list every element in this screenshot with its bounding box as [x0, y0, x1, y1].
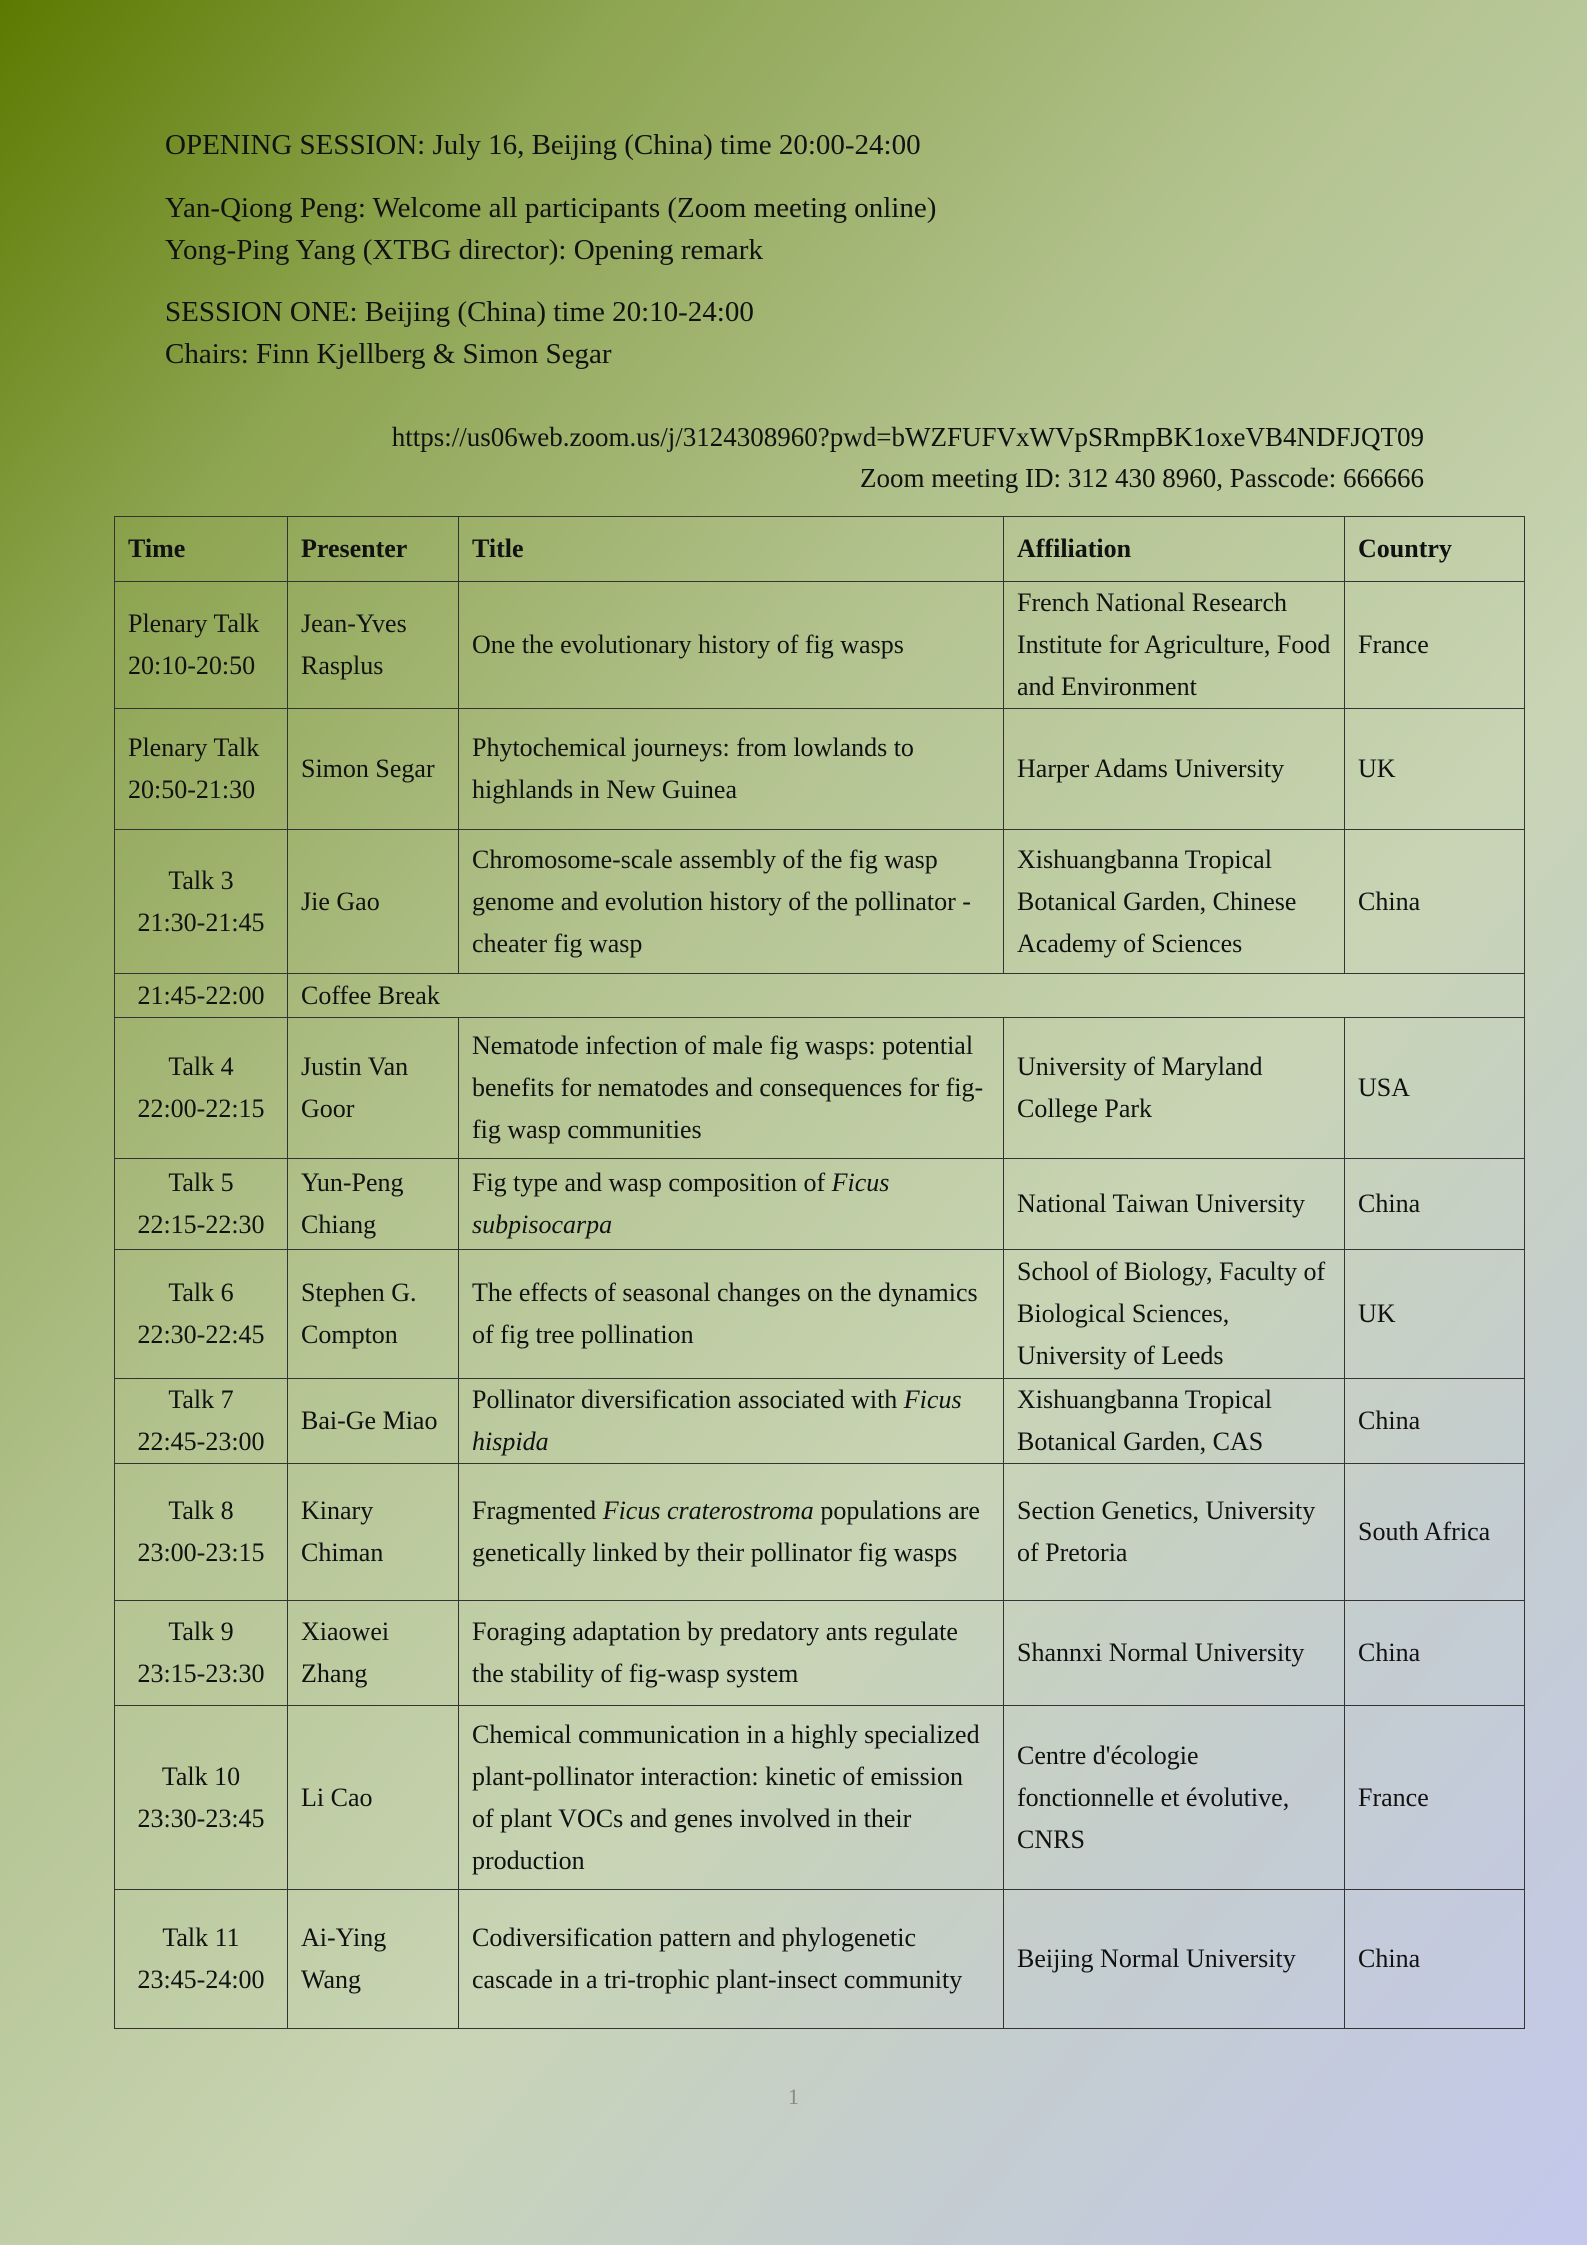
time-cell — [115, 582, 288, 709]
talk-label: Talk 9 — [168, 1617, 234, 1646]
title-cell — [459, 1379, 1004, 1464]
talk-time: 20:10-20:50 — [128, 651, 256, 680]
col-header-country: Country — [1345, 517, 1525, 582]
table-row — [115, 1601, 1525, 1706]
col-header-affiliation: Affiliation — [1004, 517, 1345, 582]
affiliation-cell: Xishuangbanna Tropical Botanical Garden, Chinese Academy of Sciences — [1004, 830, 1345, 974]
time-cell — [115, 1250, 288, 1379]
country-cell: France — [1345, 1706, 1525, 1890]
title-cell: Foraging adaptation by predatory ants regulate the stability of fig-wasp system — [459, 1601, 1004, 1706]
country-cell: China — [1345, 1601, 1525, 1706]
presenter-cell: Yun-Peng Chiang — [288, 1159, 459, 1250]
zoom-link[interactable]: https://us06web.zoom.us/j/3124308960?pwd=bWZFUFVxWVpSRmpBK1oxeVB4NDFJQT09 — [391, 422, 1424, 452]
title-cell: One the evolutionary history of fig wasps — [459, 582, 1004, 709]
title-cell: The effects of seasonal changes on the dynamics of fig tree pollination — [459, 1250, 1004, 1379]
talk-time: 22:00-22:15 — [137, 1094, 265, 1123]
talk-time: 23:30-23:45 — [137, 1803, 265, 1833]
time-cell — [115, 1601, 288, 1706]
country-cell: South Africa — [1345, 1464, 1525, 1601]
break-label-cell: Coffee Break — [288, 974, 1525, 1018]
title-text: Pollinator diversification associated with — [472, 1385, 904, 1414]
coffee-break-row — [115, 974, 1525, 1018]
session-one-title: SESSION ONE: Beijing (China) time 20:10-24:00 — [165, 296, 754, 328]
program-table — [114, 516, 1525, 2029]
presenter-cell: Jie Gao — [288, 830, 459, 974]
table-row — [115, 582, 1525, 709]
time-cell — [115, 1890, 288, 2029]
table-row — [115, 1706, 1525, 1890]
table-row — [115, 1018, 1525, 1159]
country-cell: UK — [1345, 709, 1525, 830]
title-text: Fig type and wasp composition of — [472, 1168, 832, 1197]
affiliation-cell: Shannxi Normal University — [1004, 1601, 1345, 1706]
presenter-cell: Ai-Ying Wang — [288, 1890, 459, 2029]
break-time-cell: 21:45-22:00 — [115, 974, 288, 1018]
col-header-presenter: Presenter — [288, 517, 459, 582]
affiliation-cell: University of Maryland College Park — [1004, 1018, 1345, 1159]
country-cell: France — [1345, 582, 1525, 709]
country-cell: China — [1345, 1379, 1525, 1464]
table-row — [115, 1379, 1525, 1464]
presenter-cell: Bai-Ge Miao — [288, 1379, 459, 1464]
table-row — [115, 709, 1525, 830]
talk-label: Talk 5 — [168, 1168, 234, 1197]
affiliation-cell: Centre d'écologie fonctionnelle et évolutive, CNRS — [1004, 1706, 1345, 1890]
table-row — [115, 1464, 1525, 1601]
time-cell — [115, 1159, 288, 1250]
title-cell: Phytochemical journeys: from lowlands to highlands in New Guinea — [459, 709, 1004, 830]
time-cell — [115, 1018, 288, 1159]
title-cell: Chemical communication in a highly specialized plant-pollinator interaction: kinetic of emission of plant VOCs and genes involved in their production — [459, 1706, 1004, 1890]
time-cell — [115, 1706, 288, 1890]
title-text: Fragmented — [472, 1496, 603, 1525]
talk-time: 22:45-23:00 — [137, 1427, 265, 1456]
table-row — [115, 1159, 1525, 1250]
talk-label: Talk 10 — [161, 1761, 241, 1791]
time-cell — [115, 709, 288, 830]
title-cell: Chromosome-scale assembly of the fig wasp genome and evolution history of the pollinator -cheater fig wasp — [459, 830, 1004, 974]
col-header-time: Time — [115, 517, 288, 582]
presenter-cell: Justin Van Goor — [288, 1018, 459, 1159]
presenter-cell: Xiaowei Zhang — [288, 1601, 459, 1706]
title-cell: Codiversification pattern and phylogenetic cascade in a tri-trophic plant-insect community — [459, 1890, 1004, 2029]
affiliation-cell: Section Genetics, University of Pretoria — [1004, 1464, 1345, 1601]
species-name: Ficus craterostroma — [602, 1496, 814, 1525]
affiliation-cell: French National Research Institute for Agriculture, Food and Environment — [1004, 582, 1345, 709]
title-cell — [459, 1159, 1004, 1250]
presenter-cell: Li Cao — [288, 1706, 459, 1890]
col-header-title: Title — [459, 517, 1004, 582]
talk-label: Plenary Talk — [128, 609, 260, 638]
title-text-end: populations are genetically linked by their pollinator fig wasps — [472, 1496, 980, 1567]
country-cell: China — [1345, 1890, 1525, 2029]
opening-remark-line: Yong-Ping Yang (XTBG director): Opening remark — [165, 234, 763, 266]
species-name: Ficus subpisocarpa — [472, 1168, 890, 1239]
session-chairs: Chairs: Finn Kjellberg & Simon Segar — [165, 338, 612, 370]
affiliation-cell: Harper Adams University — [1004, 709, 1345, 830]
presenter-cell: Stephen G. Compton — [288, 1250, 459, 1379]
country-cell: China — [1345, 1159, 1525, 1250]
talk-time: 23:00-23:15 — [137, 1538, 265, 1567]
country-cell: China — [1345, 830, 1525, 974]
talk-label: Plenary Talk — [128, 733, 260, 762]
talk-label: Talk 7 — [168, 1385, 234, 1414]
affiliation-cell: Xishuangbanna Tropical Botanical Garden, CAS — [1004, 1379, 1345, 1464]
presenter-cell: Kinary Chiman — [288, 1464, 459, 1601]
time-cell — [115, 1379, 288, 1464]
talk-time: 21:30-21:45 — [137, 907, 265, 937]
talk-label: Talk 11 — [162, 1923, 240, 1952]
table-row — [115, 830, 1525, 974]
title-cell: Nematode infection of male fig wasps: potential benefits for nematodes and consequences for fig-fig wasp communities — [459, 1018, 1004, 1159]
table-row — [115, 1250, 1525, 1379]
country-cell: UK — [1345, 1250, 1525, 1379]
time-cell — [115, 830, 288, 974]
talk-label: Talk 6 — [168, 1278, 234, 1307]
title-cell — [459, 1464, 1004, 1601]
welcome-line: Yan-Qiong Peng: Welcome all participants (Zoom meeting online) — [165, 192, 937, 224]
talk-label: Talk 8 — [168, 1496, 234, 1525]
country-cell: USA — [1345, 1018, 1525, 1159]
talk-time: 20:50-21:30 — [128, 775, 256, 804]
page-number: 1 — [788, 2084, 799, 2109]
presenter-cell: Jean-Yves Rasplus — [288, 582, 459, 709]
opening-session-title: OPENING SESSION: July 16, Beijing (China) time 20:00-24:00 — [165, 129, 921, 161]
table-row — [115, 1890, 1525, 2029]
time-cell — [115, 1464, 288, 1601]
talk-label: Talk 4 — [168, 1052, 234, 1081]
talk-time: 22:15-22:30 — [137, 1210, 265, 1239]
species-name: Ficus hispida — [472, 1385, 962, 1456]
talk-time: 22:30-22:45 — [137, 1320, 265, 1349]
talk-time: 23:15-23:30 — [137, 1659, 265, 1688]
talk-time: 23:45-24:00 — [137, 1965, 265, 1994]
affiliation-cell: National Taiwan University — [1004, 1159, 1345, 1250]
affiliation-cell: School of Biology, Faculty of Biological Sciences, University of Leeds — [1004, 1250, 1345, 1379]
table-header-row — [115, 517, 1525, 582]
affiliation-cell: Beijing Normal University — [1004, 1890, 1345, 2029]
presenter-cell: Simon Segar — [288, 709, 459, 830]
talk-label: Talk 3 — [168, 865, 234, 895]
zoom-meeting-info: Zoom meeting ID: 312 430 8960, Passcode: 666666 — [860, 463, 1424, 493]
